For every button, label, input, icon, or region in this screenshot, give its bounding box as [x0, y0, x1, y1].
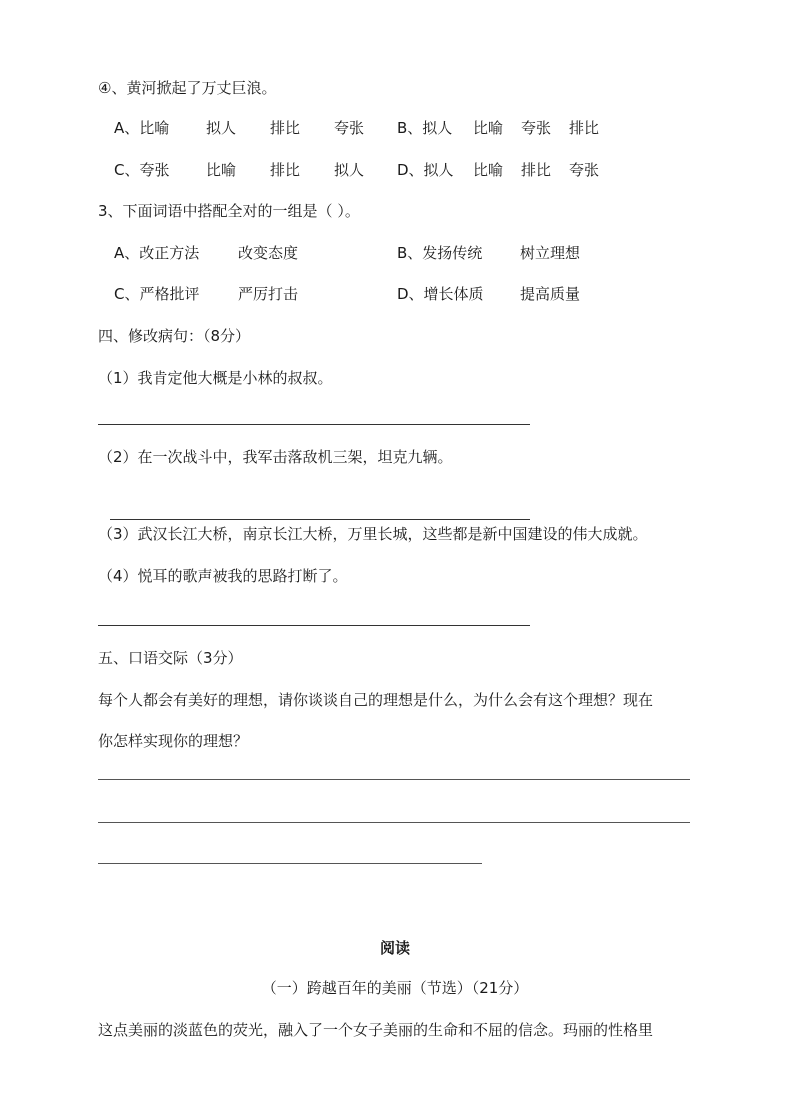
answer-line-4[interactable] [98, 625, 530, 626]
section-5-title: 五、口语交际（3分） [98, 649, 243, 667]
q3-stem: 3、下面词语中搭配全对的一组是（ ）。 [98, 202, 360, 220]
option-cell: 改变态度 [238, 244, 299, 262]
sentence-2: （2）在一次战斗中，我军击落敌机三架，坦克九辆。 [98, 448, 453, 466]
sentence-3: （3）武汉长江大桥，南京长江大桥，万里长城，这些都是新中国建设的伟大成就。 [98, 525, 648, 543]
option-cell: 比喻 [473, 161, 504, 179]
sentence-1: （1）我肯定他大概是小林的叔叔。 [98, 369, 333, 387]
option-cell: 拟人 [334, 161, 365, 179]
writing-line-2[interactable] [98, 822, 690, 823]
option-cell: 树立理想 [520, 244, 581, 262]
option-cell: 夸张 [521, 119, 552, 137]
option-cell: 拟人 [206, 119, 237, 137]
answer-line-2[interactable] [110, 519, 530, 520]
q4-stem: ④、黄河掀起了万丈巨浪。 [98, 79, 277, 97]
option-cell: 提高质量 [520, 285, 581, 303]
reading-subtitle: （一）跨越百年的美丽（节选）（21分） [261, 979, 529, 997]
option-cell: 夸张 [569, 161, 600, 179]
sentence-4: （4）悦耳的歌声被我的思路打断了。 [98, 567, 348, 585]
option-cell: B、发扬传统 [397, 244, 483, 262]
option-cell: 比喻 [473, 119, 504, 137]
option-cell: B、拟人 [397, 119, 453, 137]
option-cell: C、严格批评 [114, 285, 200, 303]
option-cell: A、改正方法 [114, 244, 200, 262]
option-cell: 夸张 [334, 119, 365, 137]
option-cell: D、拟人 [397, 161, 454, 179]
writing-line-3[interactable] [98, 863, 482, 864]
section-4-title: 四、修改病句：（8分） [98, 327, 251, 345]
writing-line-1[interactable] [98, 779, 690, 780]
option-cell: D、增长体质 [397, 285, 484, 303]
option-cell: 排比 [521, 161, 552, 179]
reading-heading: 阅读 [379, 939, 410, 957]
section-5-paragraph-2: 你怎样实现你的理想？ [98, 732, 249, 750]
option-cell: A、比喻 [114, 119, 170, 137]
option-cell: 排比 [270, 119, 301, 137]
option-cell: 比喻 [206, 161, 237, 179]
option-cell: 严厉打击 [238, 285, 299, 303]
reading-first-line: 这点美丽的淡蓝色的荧光，融入了一个女子美丽的生命和不屈的信念。玛丽的性格里 [98, 1021, 654, 1039]
answer-line-1[interactable] [98, 424, 530, 425]
option-cell: C、夸张 [114, 161, 170, 179]
option-cell: 排比 [569, 119, 600, 137]
option-cell: 排比 [270, 161, 301, 179]
section-5-paragraph-1: 每个人都会有美好的理想，请你谈谈自己的理想是什么，为什么会有这个理想？现在 [98, 691, 654, 709]
